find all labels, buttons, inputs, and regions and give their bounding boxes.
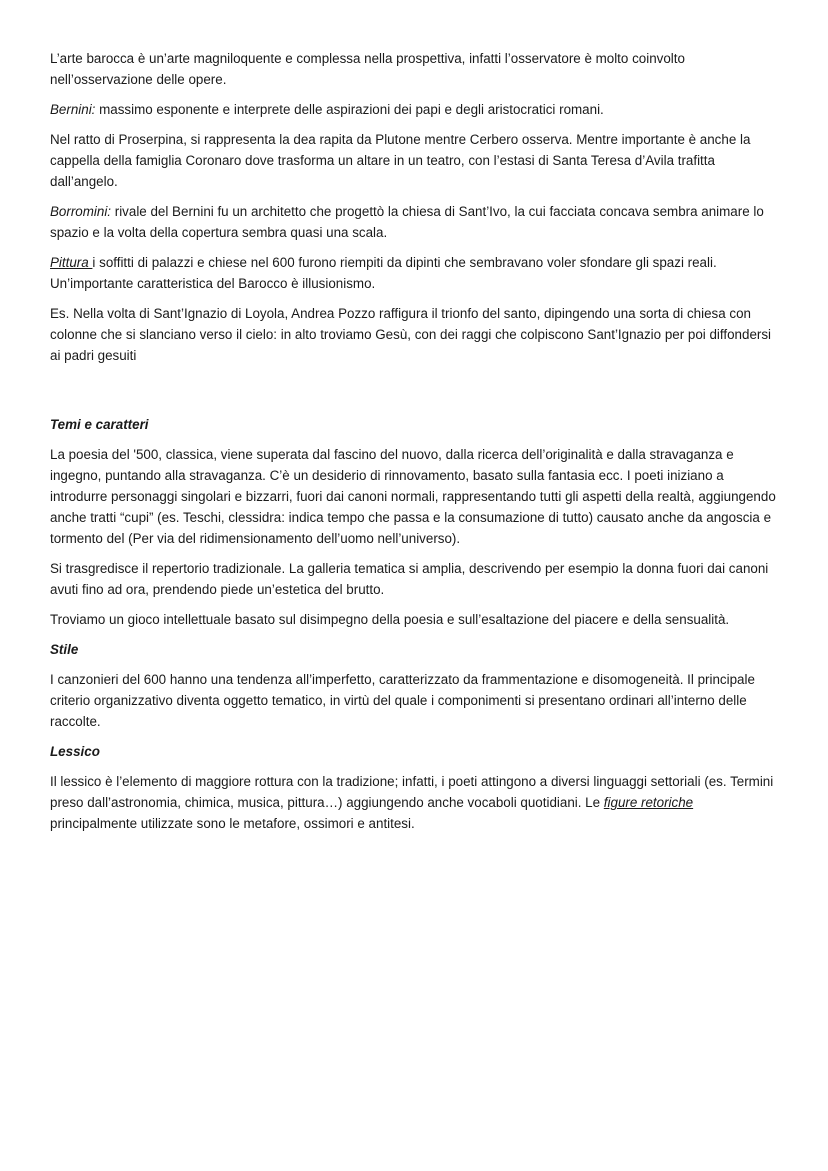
lessico-text-end: principalmente utilizzate sono le metafore, ossimori e antitesi.: [50, 816, 415, 831]
heading-lessico: Lessico: [50, 744, 100, 759]
heading-stile: Stile: [50, 642, 79, 657]
paragraph-lessico: [50, 771, 778, 834]
paragraph-bernini: [50, 99, 778, 120]
borromini-label: Borromini:: [50, 204, 112, 219]
heading-temi-caratteri: Temi e caratteri: [50, 417, 149, 432]
paragraph-gioco-intellettuale: Troviamo un gioco intellettuale basato sul disimpegno della poesia e sull’esaltazione del piacere e della sensualità.: [50, 612, 730, 627]
figure-retoriche-link[interactable]: figure retoriche: [603, 795, 694, 810]
bernini-text: massimo esponente e interprete delle aspirazioni dei papi e degli aristocratici romani.: [95, 102, 604, 117]
pittura-label: Pittura: [50, 255, 93, 270]
bernini-label: Bernini:: [50, 102, 96, 117]
paragraph-borromini: [50, 201, 778, 243]
pittura-text: i soffitti di palazzi e chiese nel 600 furono riempiti da dipinti che sembravano voler sfondare gli spazi reali.: [92, 255, 717, 270]
document-page: [50, 48, 778, 843]
paragraph-baroque-art: L’arte barocca è un’arte magniloquente e complessa nella prospettiva, infatti l’osservatore è molto coinvolto nell’osservazione delle opere.: [50, 51, 685, 87]
paragraph-pittura: [50, 252, 778, 294]
paragraph-repertorio: Si trasgredisce il repertorio tradizionale. La galleria tematica si amplia, descrivendo per esempio la donna fuori dai canoni avuti fino ad ora, prendendo piede un’estetica del brutto.: [50, 561, 769, 597]
lessico-text-start: Il lessico è l’elemento di maggiore rottura con la tradizione; infatti, i poeti attingono a diversi linguaggi settoriali (es. Termini preso dall’astronomia, chimica, musica, pittura…) aggiungendo anche vocaboli quotidiani. Le: [50, 774, 774, 810]
illusionismo-text: Un’importante caratteristica del Barocco è illusionismo.: [50, 276, 376, 291]
paragraph-pozzo-example: Es. Nella volta di Sant’Ignazio di Loyola, Andrea Pozzo raffigura il trionfo del santo, dipingendo una sorta di chiesa con colonne che si slanciano verso il cielo: in alto troviamo Gesù, con dei raggi che colpiscono Sant’Ignazio per poi diffondersi ai padri gesuiti: [50, 306, 772, 363]
paragraph-canzonieri: I canzonieri del 600 hanno una tendenza all’imperfetto, caratterizzato da frammentazione e disomogeneità. Il principale criterio organizzativo diventa oggetto tematico, in virtù del quale i componimenti si presentano ordinari all’interno delle raccolte.: [50, 672, 755, 729]
borromini-text: rivale del Bernini fu un architetto che progettò la chiesa di Sant’Ivo, la cui facciata concava sembra animare lo spazio e la volta della copertura sembra quasi una scala.: [50, 204, 764, 240]
paragraph-poesia-500: La poesia del '500, classica, viene superata dal fascino del nuovo, dalla ricerca dell’originalità e dalla stravaganza e ingegno, puntando alla stravaganza. C’è un desiderio di rinnovamento, basato sulla fantasia ecc. I poeti iniziano a introdurre personaggi singolari e bizzarri, fuori dai canoni normali, rappresentando tutti gli aspetti della realtà, aggiungendo anche tratti “cupi” (es. Teschi, clessidra: indica tempo che passa e la consumazione di tutto) causato anche da angoscia e tormento del (Per via del ridimensionamento dell’uomo nell’universo).: [50, 447, 776, 546]
paragraph-proserpina: Nel ratto di Proserpina, si rappresenta la dea rapita da Plutone mentre Cerbero osserva. Mentre importante è anche la cappella della famiglia Coronaro dove trasforma un altare in un teatro, con l’estasi di Santa Teresa d’Avila trafitta dall’angelo.: [50, 132, 751, 189]
